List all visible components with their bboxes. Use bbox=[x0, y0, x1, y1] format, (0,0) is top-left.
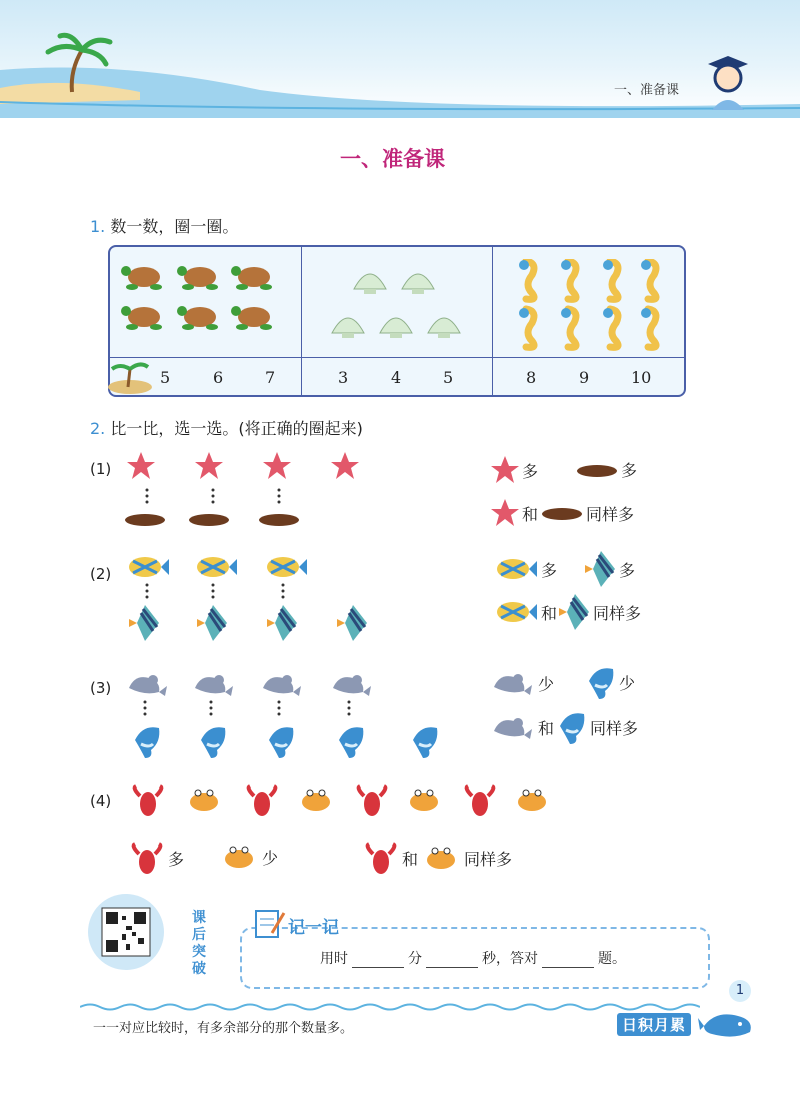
turtle-icon bbox=[177, 266, 218, 290]
shell-icon bbox=[332, 318, 364, 338]
part-3-comparison bbox=[123, 668, 453, 764]
seahorse-icon bbox=[641, 260, 656, 299]
choice-text: 多 bbox=[621, 461, 638, 480]
choice-text: 同样多 bbox=[586, 504, 635, 524]
note-line bbox=[320, 948, 626, 968]
shell-icon bbox=[428, 318, 460, 338]
crab-icon bbox=[420, 844, 462, 872]
choice-seal-less[interactable] bbox=[490, 667, 554, 699]
starfish-icon bbox=[263, 452, 291, 479]
seal-icon bbox=[490, 711, 536, 743]
notepad-pencil-icon bbox=[254, 907, 286, 941]
turtle-icon bbox=[121, 266, 162, 290]
dolphin-icon bbox=[201, 727, 225, 758]
dolphin-icon bbox=[135, 727, 159, 758]
seahorse-group bbox=[512, 259, 672, 353]
shell-icon bbox=[402, 274, 434, 294]
header-section-label: 一、准备课 bbox=[614, 83, 680, 98]
note-text: 用时 bbox=[320, 951, 348, 967]
dolphin-icon bbox=[585, 662, 617, 702]
choice-text: 多 bbox=[541, 560, 558, 580]
option-number[interactable]: 5 bbox=[160, 368, 171, 387]
turtle-icon bbox=[231, 306, 272, 330]
starfish-icon bbox=[127, 452, 155, 479]
option-number[interactable]: 3 bbox=[338, 368, 349, 387]
option-number[interactable]: 5 bbox=[443, 368, 454, 387]
page-number: 1 bbox=[729, 980, 751, 1002]
seahorse-icon bbox=[641, 308, 656, 347]
dolphin-icon bbox=[269, 727, 293, 758]
lobster-icon bbox=[128, 840, 166, 876]
choice-text: 少 bbox=[538, 674, 555, 694]
whale-icon bbox=[698, 1004, 760, 1044]
lobster-icon bbox=[362, 840, 400, 876]
option-number[interactable]: 8 bbox=[526, 368, 537, 387]
choice-and: 和 bbox=[538, 718, 555, 738]
seahorse-icon bbox=[561, 260, 576, 299]
angelfish-icon bbox=[267, 605, 297, 641]
choice-same[interactable] bbox=[490, 707, 638, 747]
student-mascot-icon bbox=[700, 50, 756, 112]
starfish-icon bbox=[195, 452, 223, 479]
seahorse-icon bbox=[603, 260, 618, 299]
lobster-icon bbox=[359, 786, 386, 816]
crab-icon bbox=[518, 790, 546, 811]
shell-icon bbox=[354, 274, 386, 294]
note-text: 分 bbox=[408, 951, 422, 967]
crab-icon bbox=[190, 790, 218, 811]
starfish-icon bbox=[490, 455, 520, 485]
turtle-group bbox=[120, 261, 290, 341]
crab-icon bbox=[410, 790, 438, 811]
choice-text: 少 bbox=[619, 673, 636, 693]
tip-text: 一一对应比较时，有多余部分的那个数量多。 bbox=[93, 1021, 354, 1036]
angelfish-icon bbox=[585, 550, 617, 588]
note-title: 记一记 bbox=[288, 918, 339, 938]
sea-cucumber-icon bbox=[189, 514, 229, 526]
time-seconds-blank[interactable] bbox=[426, 953, 478, 968]
choice-text: 多 bbox=[619, 560, 636, 580]
seal-icon bbox=[195, 675, 233, 696]
choice-and: 和 bbox=[541, 603, 558, 623]
striped-fish-icon bbox=[197, 557, 237, 577]
choice-same[interactable] bbox=[362, 840, 512, 876]
part-label: (2) bbox=[90, 565, 112, 583]
choice-dolphin-less[interactable] bbox=[585, 662, 635, 702]
turtle-icon bbox=[231, 266, 272, 290]
time-minutes-blank[interactable] bbox=[352, 953, 404, 968]
angelfish-icon bbox=[559, 593, 591, 631]
seal-icon bbox=[263, 675, 301, 696]
angelfish-icon bbox=[129, 605, 159, 641]
question-2-instruction: 比一比，选一选。(将正确的圈起来) bbox=[110, 419, 363, 438]
choice-lobster-more[interactable] bbox=[128, 840, 184, 876]
dolphin-icon bbox=[413, 727, 437, 758]
choice-cucumber-more[interactable] bbox=[575, 458, 637, 481]
choice-striped-fish-more[interactable] bbox=[495, 556, 557, 582]
choice-text: 同样多 bbox=[590, 718, 639, 738]
seahorse-icon bbox=[603, 308, 618, 347]
option-number[interactable]: 10 bbox=[631, 368, 652, 387]
lobster-icon bbox=[135, 786, 162, 816]
starfish-icon bbox=[331, 452, 359, 479]
striped-fish-icon bbox=[495, 556, 539, 582]
option-number[interactable]: 4 bbox=[391, 368, 402, 387]
choice-text: 多 bbox=[522, 461, 539, 481]
sea-cucumber-icon bbox=[540, 502, 584, 524]
wave-divider bbox=[80, 1002, 700, 1012]
part-2-comparison bbox=[125, 555, 385, 647]
page-title: 一、准备课 bbox=[340, 147, 445, 171]
dolphin-icon bbox=[339, 727, 363, 758]
seal-icon bbox=[490, 667, 536, 699]
part-label: (3) bbox=[90, 679, 112, 697]
striped-fish-icon bbox=[495, 599, 539, 625]
turtle-icon bbox=[177, 306, 218, 330]
choice-same[interactable] bbox=[495, 593, 641, 631]
counting-box bbox=[108, 245, 686, 397]
choice-crab-less[interactable] bbox=[218, 843, 278, 871]
option-number[interactable]: 9 bbox=[579, 368, 590, 387]
question-1-instruction: 数一数，圈一圈。 bbox=[110, 217, 239, 236]
question-1-number: 1. bbox=[90, 217, 106, 236]
divider bbox=[492, 247, 493, 395]
crab-icon bbox=[302, 790, 330, 811]
choice-starfish-more[interactable] bbox=[490, 455, 538, 485]
part-1-comparison bbox=[125, 452, 375, 532]
sea-cucumber-icon bbox=[125, 514, 165, 526]
part-label: (4) bbox=[90, 792, 112, 810]
seahorse-icon bbox=[561, 308, 576, 347]
beach-illustration bbox=[0, 0, 800, 118]
seal-icon bbox=[129, 675, 167, 696]
question-2-prompt bbox=[90, 416, 363, 439]
sea-cucumber-icon bbox=[259, 514, 299, 526]
option-number[interactable]: 6 bbox=[213, 368, 224, 387]
shell-icon bbox=[380, 318, 412, 338]
part-label: (1) bbox=[90, 460, 112, 478]
choice-text: 多 bbox=[168, 849, 185, 869]
island-icon bbox=[106, 355, 156, 395]
seal-icon bbox=[333, 675, 371, 696]
option-number[interactable]: 7 bbox=[265, 368, 276, 387]
dolphin-icon bbox=[556, 707, 588, 747]
correct-count-blank[interactable] bbox=[542, 953, 594, 968]
choice-and: 和 bbox=[402, 849, 419, 869]
divider bbox=[110, 357, 684, 358]
angelfish-icon bbox=[197, 605, 227, 641]
sea-cucumber-icon bbox=[575, 459, 619, 481]
note-text: 秒，答对 bbox=[482, 951, 538, 967]
angelfish-icon bbox=[337, 605, 367, 641]
divider bbox=[301, 247, 302, 395]
brand-badge: 日积月累 bbox=[617, 1013, 691, 1036]
question-2-number: 2. bbox=[90, 419, 106, 438]
striped-fish-icon bbox=[129, 557, 169, 577]
crab-icon bbox=[218, 843, 260, 871]
seahorse-icon bbox=[519, 308, 534, 347]
choice-same[interactable] bbox=[490, 498, 634, 528]
choice-text: 少 bbox=[262, 848, 279, 868]
note-text: 题。 bbox=[598, 951, 626, 967]
side-title: 课后突破 bbox=[192, 910, 206, 977]
shell-group bbox=[330, 263, 470, 347]
choice-angelfish-more[interactable] bbox=[585, 550, 635, 588]
lobster-icon bbox=[249, 786, 276, 816]
part-4-sequence bbox=[128, 782, 558, 820]
choice-and: 和 bbox=[522, 504, 539, 524]
choice-text: 同样多 bbox=[593, 603, 642, 623]
turtle-icon bbox=[121, 306, 162, 330]
choice-text: 同样多 bbox=[464, 849, 513, 869]
lobster-icon bbox=[467, 786, 494, 816]
header-banner bbox=[0, 0, 800, 118]
striped-fish-icon bbox=[267, 557, 307, 577]
qr-code-icon[interactable] bbox=[86, 886, 170, 982]
question-1-prompt bbox=[90, 214, 238, 237]
starfish-icon bbox=[490, 498, 520, 528]
seahorse-icon bbox=[519, 260, 534, 299]
